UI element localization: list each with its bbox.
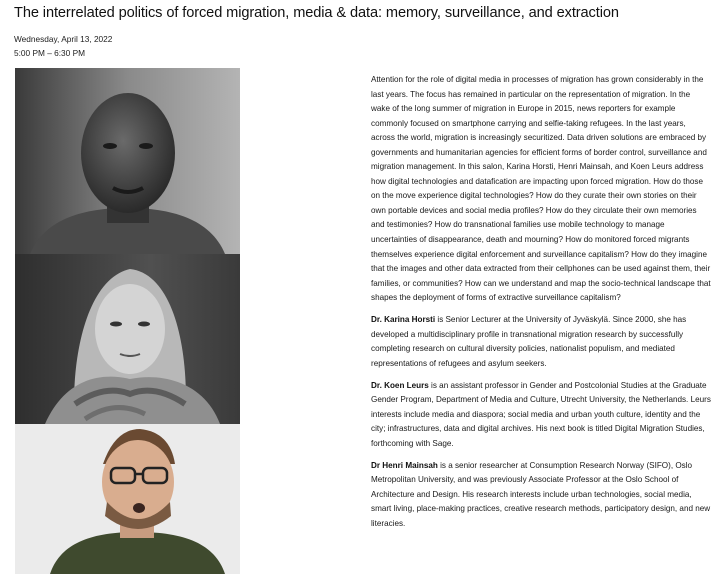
speaker-photo-2 (15, 254, 240, 424)
bio-text: is an assistant professor in Gender and Postcolonial Studies at the Graduate Gender Program, Department of Media and Culture, Utrecht University, the Netherlands. Leurs interests include media and diaspora; social media and urban youth culture, identity and the city; infrastructures, data and digital archives. His next book is titled Digital Migration Studies, forthcoming with Sage. (371, 380, 711, 448)
event-content (371, 73, 711, 539)
speaker-photo-1 (15, 68, 240, 254)
event-description: Attention for the role of digital media in processes of migration has grown considerably in the last years. The focus has remained in particular on the representation of migration. In the wake of the long summer of migration in Europe in 2015, news reporters for example commonly focused on smartphone carrying and selfie-taking refugees. In the last years, across the world, migration is increasingly securitized. Data driven solutions are embraced by governments and humanitarian agencies for efficient forms of border control, surveillance and migration management. In this salon, Karina Horsti, Henri Mainsah, and Koen Leurs address how digital technologies and datafication are impacting upon forced migration. How do those on the move experience digital technologies? How do they curate their own stories on their own portable devices and social media profiles? How do they circulate their own memories and testimonies? How do transnational families use mobile technology to manage uncertainties of disappearance, death and mourning? How do monitored forced migrants themselves experience digital enforcement and surveillance capitalism? How do they imagine that the images and other data extracted from their cellphones can be used against them, their families, or communities? How can we understand and map the socio-technical landscape that shapes the deployment of forms of extractive surveillance capitalism? (371, 75, 711, 303)
bio-name: Dr Henri Mainsah (371, 460, 438, 470)
event-title: The interrelated politics of forced migration, media & data: memory, surveillance, and extraction (14, 5, 619, 21)
speaker-photo-3 (15, 424, 240, 574)
event-time: 5:00 PM – 6:30 PM (14, 48, 86, 58)
bio-text: is a senior researcher at Consumption Research Norway (SIFO), Oslo Metropolitan University, and was previously Associate Professor at the Oslo School of Architecture and Design. His research interests include urban technologies, social media, smart living, place-making practices, creative research methods, participatory design, and new literacies. (371, 460, 711, 529)
event-date: Wednesday, April 13, 2022 (14, 34, 113, 44)
bio-name: Dr. Koen Leurs (371, 380, 429, 390)
speaker-photos (15, 68, 240, 574)
bio-henri-mainsah (371, 459, 711, 532)
bio-text: is Senior Lecturer at the University of Jyväskylä. Since 2000, she has developed a multidisciplinary profile in transnational migration research by successfully completing research on cultural diversity policies, nationalist populism, and mediated representations of refugees and asylum seekers. (371, 315, 687, 368)
bio-name: Dr. Karina Horsti (371, 315, 436, 325)
bio-karina-horsti (371, 313, 711, 371)
bio-koen-leurs (371, 379, 711, 452)
